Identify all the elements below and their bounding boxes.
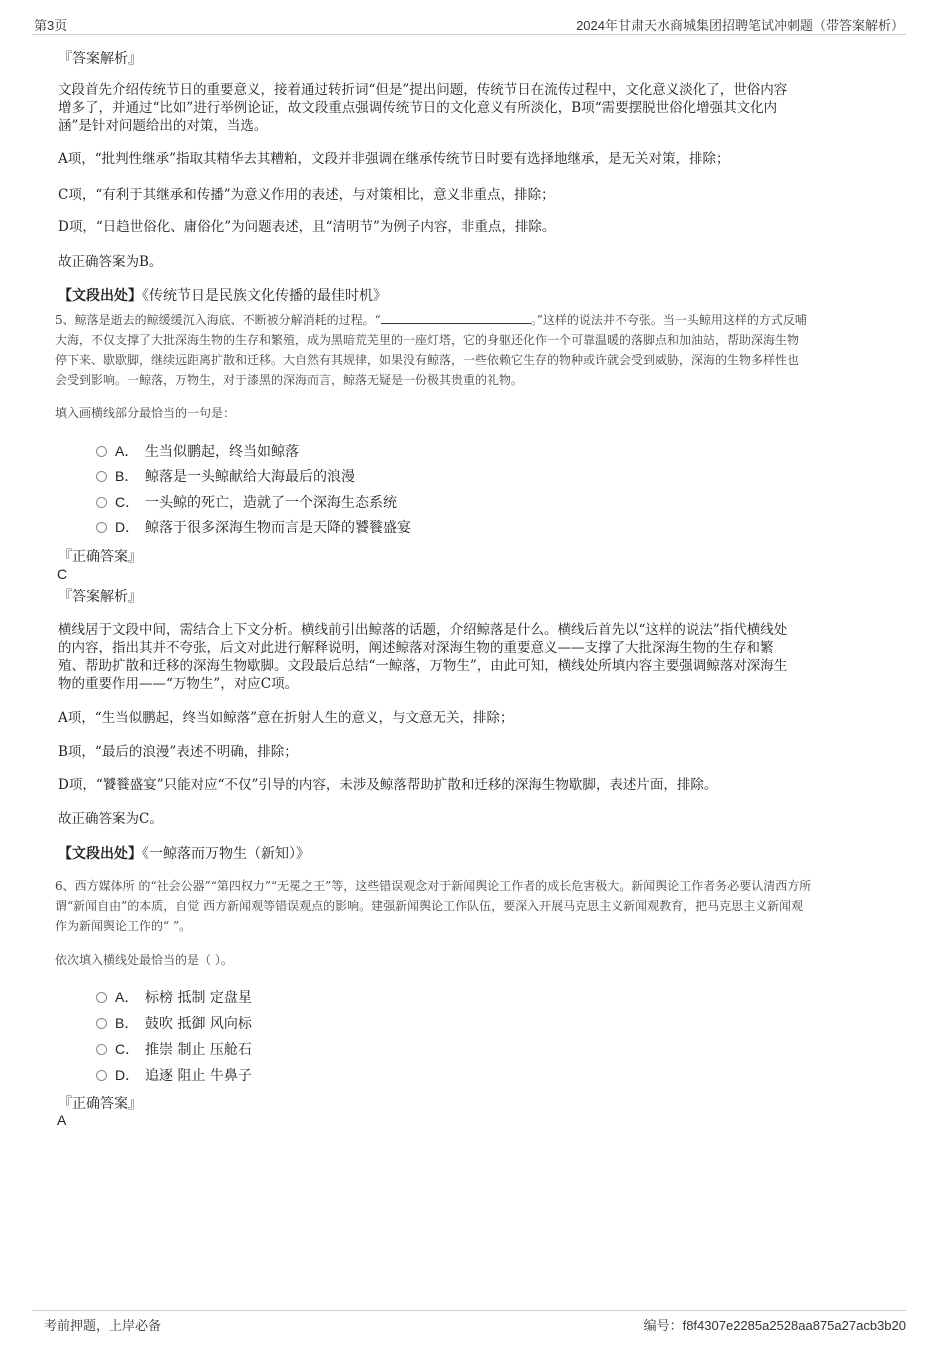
q5-option-c[interactable]	[96, 492, 397, 512]
q5-note-d: D项，“饕餮盛宴”只能对应“不仅”引导的内容，未涉及鲸落帮助扩散和迁移的深海生物歇脚，表述片面，排除。	[58, 777, 718, 793]
q5-source-title: 《一鲸落而万物生（新知）》	[142, 846, 310, 862]
q5-stem-line: 停下来、歇歇脚，继续远距离扩散和迁移。大自然有其规律，如果没有鲸落，一些依赖它生存的物种或许就会受到威胁，深海的生物多样性也	[55, 353, 800, 367]
option-text: 推崇 制止 压舱石	[145, 1042, 252, 1058]
q5-stem-line: 大海，不仅支撑了大批深海生物的生存和繁殖，成为黑暗荒芜里的一座灯塔，它的身躯还化作一个可靠温暖的落脚点和加油站，帮助深海生物	[55, 333, 800, 347]
page-number: 第3页	[34, 18, 68, 33]
q6-option-c[interactable]	[96, 1039, 252, 1059]
q5-correct-value: C	[57, 566, 68, 582]
radio-icon[interactable]	[96, 446, 107, 457]
q5-option-d[interactable]	[96, 517, 411, 537]
option-letter: B．	[115, 468, 139, 484]
q6-stem-line: 6、西方媒体所 的“社会公器”“第四权力”“无冕之王”等，这些错误观念对于新闻舆论工作者的成长危害极大。新闻舆论工作者务必要认清西方所	[55, 879, 812, 893]
q4-analysis-line: 文段首先介绍传统节日的重要意义，接着通过转折词“但是”提出问题，传统节日在流传过程中，文化意义淡化了，世俗内容	[58, 82, 788, 98]
q6-stem-line: 作为新闻舆论工作的“ ”。	[55, 919, 192, 933]
option-text: 鲸落于很多深海生物而言是天降的饕餮盛宴	[145, 520, 411, 536]
q4-analysis-label: 『答案解析』	[58, 51, 142, 67]
q4-analysis-line: 涵”是针对问题给出的对策，当选。	[58, 118, 268, 134]
q5-stem-line: 会受到影响。一鲸落，万物生，对于漆黑的深海而言，鲸落无疑是一份极其贵重的礼物。	[55, 373, 524, 387]
q5-analysis-line: 的内容，指出其并不夸张，后文对此进行解释说明，阐述鲸落对深海生物的重要意义——支撑了大批深海生物的生存和繁	[58, 640, 774, 656]
q5-prompt: 填入画横线部分最恰当的一句是：	[55, 406, 236, 420]
radio-icon[interactable]	[96, 992, 107, 1003]
option-letter: D．	[115, 519, 140, 535]
q5-option-b[interactable]	[96, 466, 355, 486]
radio-icon[interactable]	[96, 1070, 107, 1081]
page-footer	[32, 1310, 906, 1335]
footer-code-label: 编号：	[643, 1318, 683, 1333]
option-text: 生当似鹏起，终当如鲸落	[145, 444, 299, 460]
q5-stem	[55, 310, 900, 390]
q6-prompt: 依次填入横线处最恰当的是（ ）。	[55, 953, 233, 967]
q4-note-a: A项，“批判性继承”指取其精华去其糟粕，文段并非强调在继承传统节日时要有选择地继承，是无关对策，排除；	[58, 151, 730, 167]
q6-correct-label: 『正确答案』	[58, 1096, 142, 1112]
q4-note-c: C项，“有利于其继承和传播”为意义作用的表述，与对策相比，意义非重点，排除；	[58, 187, 555, 203]
option-letter: A．	[115, 443, 139, 459]
q6-option-a[interactable]	[96, 987, 252, 1007]
option-text: 追逐 阻止 牛鼻子	[145, 1068, 252, 1084]
radio-icon[interactable]	[96, 497, 107, 508]
q6-correct-value: A	[57, 1112, 67, 1128]
q5-analysis-label: 『答案解析』	[58, 589, 142, 605]
q5-analysis-line: 物的重要作用——“万物生”，对应C项。	[58, 676, 299, 692]
q6-option-b[interactable]	[96, 1013, 252, 1033]
q4-analysis-line: 增多了，并通过“比如”进行举例论证，故文段重点强调传统节日的文化意义有所淡化，B项“需要摆脱世俗化增强其文化内	[58, 100, 778, 116]
q5-analysis-line: 横线居于文段中间，需结合上下文分析。横线前引出鲸落的话题，介绍鲸落是什么。横线后首先以“这样的说法”指代横线处	[58, 622, 788, 638]
q5-correct-label: 『正确答案』	[58, 549, 142, 565]
q5-option-a[interactable]	[96, 441, 299, 461]
q4-source	[58, 285, 387, 305]
q4-source-title: 《传统节日是民族文化传播的最佳时机》	[142, 288, 387, 304]
option-text: 鲸落是一头鲸献给大海最后的浪漫	[145, 469, 355, 485]
q4-conclusion: 故正确答案为B。	[58, 254, 163, 270]
q5-note-b: B项，“最后的浪漫”表述不明确，排除；	[58, 744, 298, 760]
option-text: 一头鲸的死亡，造就了一个深海生态系统	[145, 495, 397, 511]
q6-option-d[interactable]	[96, 1065, 252, 1085]
q5-blank	[381, 311, 531, 324]
footer-code-value: f8f4307e2285a2528aa875a27acb3b20	[682, 1318, 906, 1333]
radio-icon[interactable]	[96, 1018, 107, 1029]
footer-code	[644, 1315, 906, 1334]
radio-icon[interactable]	[96, 1044, 107, 1055]
document-title: 2024年甘肃天水商城集团招聘笔试冲刺题（带答案解析）	[576, 18, 904, 33]
footer-slogan: 考前押题，上岸必备	[44, 1318, 162, 1333]
option-letter: C．	[115, 1041, 140, 1057]
q6-stem-line: 谓“新闻自由”的本质，自觉 西方新闻观等错误观点的影响。建强新闻舆论工作队伍，要深入开展马克思主义新闻观教育，把马克思主义新闻观	[55, 899, 804, 913]
q5-analysis	[58, 621, 898, 693]
q4-analysis	[58, 81, 898, 135]
option-letter: B．	[115, 1015, 139, 1031]
radio-icon[interactable]	[96, 471, 107, 482]
q5-note-a: A项，“生当似鹏起，终当如鲸落”意在折射人生的意义，与文意无关，排除；	[58, 710, 514, 726]
q5-analysis-line: 殖、帮助扩散和迁移的深海生物歇脚。文段最后总结“一鲸落，万物生”，由此可知，横线处所填内容主要强调鲸落对深海生	[58, 658, 788, 674]
q5-conclusion: 故正确答案为C。	[58, 811, 163, 827]
q5-stem-start: 5、鲸落是逝去的鲸缓缓沉入海底、不断被分解消耗的过程。“	[55, 313, 381, 327]
page-header	[32, 12, 906, 35]
q4-note-d: D项，“日趋世俗化、庸俗化”为问题表述，且“清明节”为例子内容，非重点，排除。	[58, 219, 556, 235]
option-letter: C．	[115, 494, 140, 510]
q5-stem-after-blank: 。”这样的说法并不夸张。当一头鲸用这样的方式反哺	[530, 313, 807, 327]
q4-source-label: 【文段出处】	[58, 288, 142, 304]
q6-stem	[55, 876, 905, 936]
q5-stem-line-first	[55, 310, 900, 330]
radio-icon[interactable]	[96, 522, 107, 533]
q5-source-label: 【文段出处】	[58, 846, 142, 862]
option-letter: D．	[115, 1067, 140, 1083]
q5-source	[58, 843, 310, 863]
option-text: 鼓吹 抵御 风向标	[145, 1016, 252, 1032]
option-text: 标榜 抵制 定盘星	[145, 990, 252, 1006]
option-letter: A．	[115, 989, 139, 1005]
